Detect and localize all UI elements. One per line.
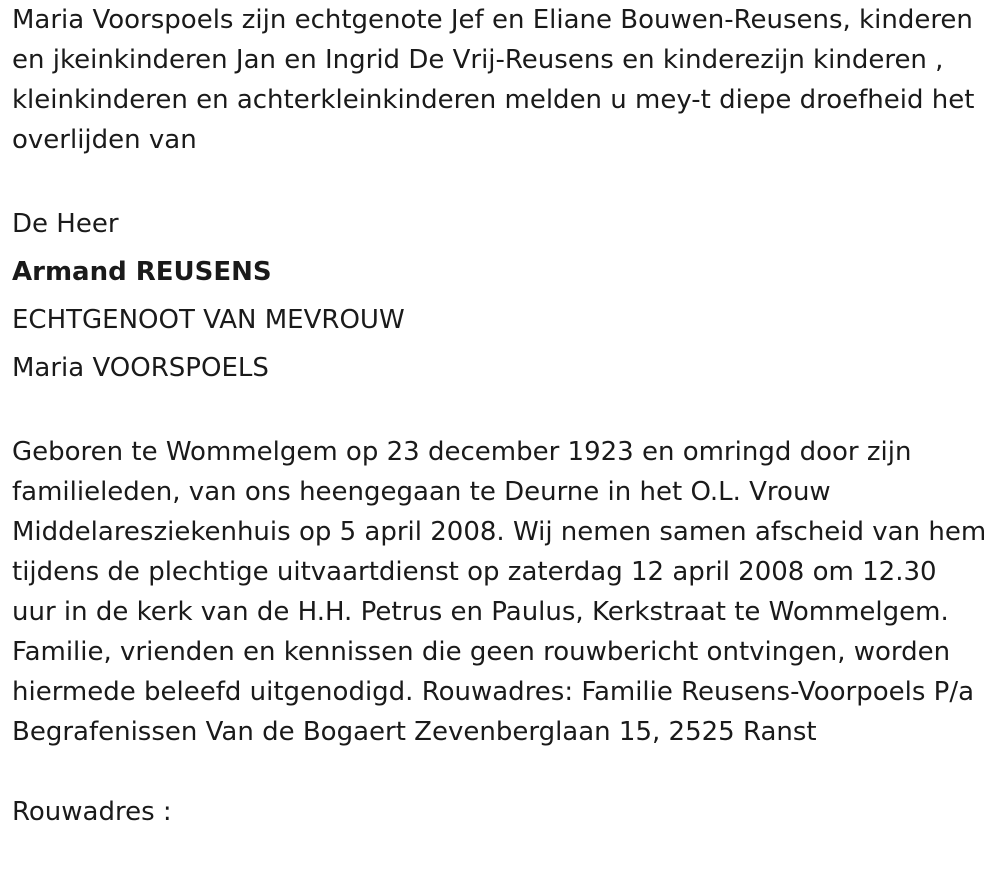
death-notice — [12, 0, 987, 832]
spouse-title: ECHTGENOOT VAN MEVROUW — [12, 305, 405, 335]
spacer — [12, 752, 987, 792]
address-label: Rouwadres : — [12, 797, 172, 827]
funeral-details: Geboren te Wommelgem op 23 december 1923 en omringd door zijn familieleden, van ons heengegaan te Deurne in het O.L. Vrouw Middelaresziekenhuis op 5 april 2008. Wij nemen samen afscheid van hem tijdens de plechtige uitvaartdienst op zaterdag 12 april 2008 om 12.30 uur in de kerk van de H.H. Petrus en Paulus, Kerkstraat te Wommelgem. Familie, vrienden en kennissen die geen rouwbericht ontvingen, worden hiermede beleefd uitgenodigd. Rouwadres: Familie Reusens-Voorpoels P/a Begrafenissen Van de Bogaert Zevenberglaan 15, 2525 Ranst — [12, 437, 987, 747]
spacer — [12, 160, 987, 200]
spacer — [12, 392, 987, 432]
spouse-name: Maria VOORSPOELS — [12, 353, 269, 383]
salutation: De Heer — [12, 209, 119, 239]
family-announcement: Maria Voorspoels zijn echtgenote Jef en Eliane Bouwen-Reusens, kinderen en jkeinkinderen Jan en Ingrid De Vrij-Reusens en kinderezijn kinderen , kleinkinderen en achterkleinkinderen melden u mey-t diepe droefheid het overlijden van — [12, 5, 975, 155]
deceased-name: Armand REUSENS — [12, 257, 272, 287]
